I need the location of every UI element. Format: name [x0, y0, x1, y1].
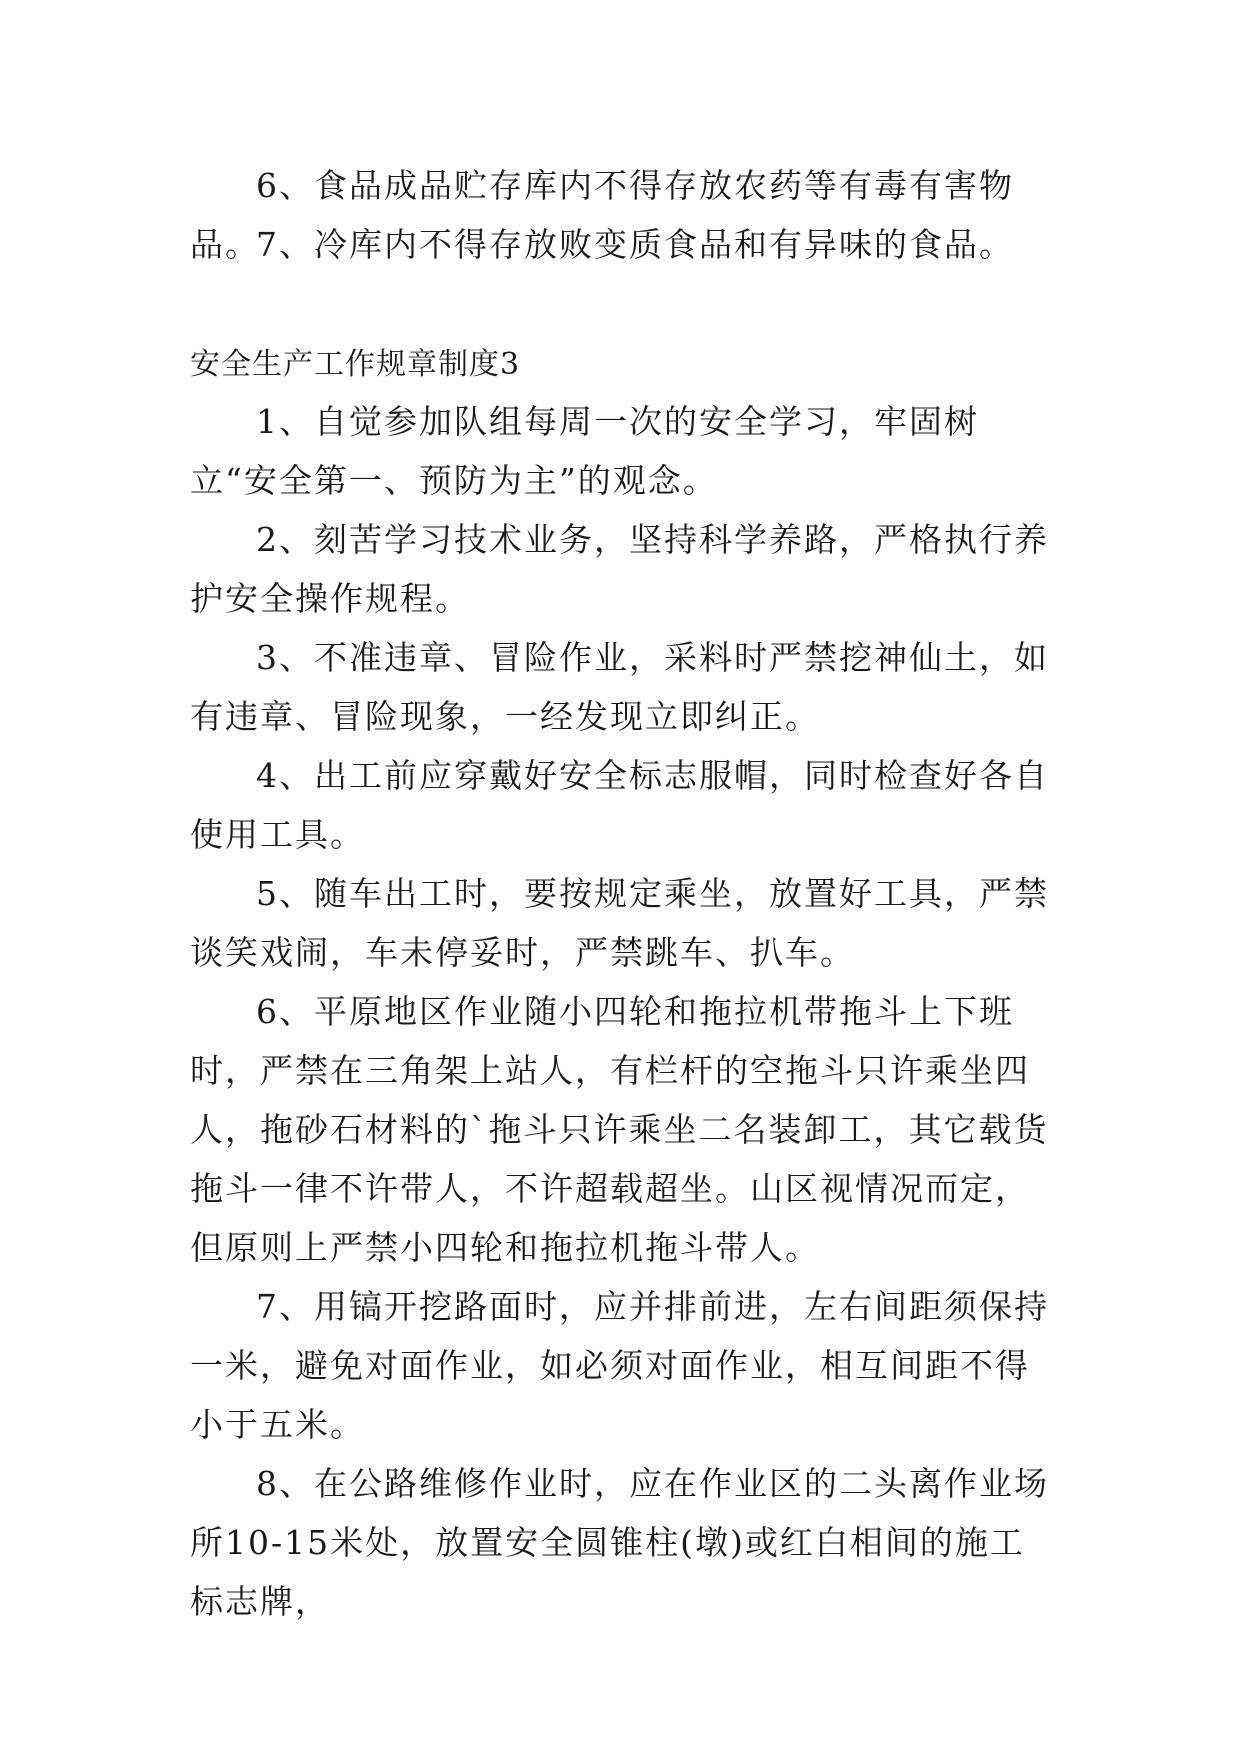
section-item-4: 4、出工前应穿戴好安全标志服帽，同时检查好各自使用工具。 — [190, 756, 1049, 854]
section-item-5: 5、随车出工时，要按规定乘坐，放置好工具，严禁谈笑戏闹，车未停妥时，严禁跳车、扒车。 — [190, 874, 1049, 972]
top-item-6: 6、食品成品贮存库内不得存放农药等有毒有害物品。 — [190, 166, 1014, 264]
section-title: 安全生产工作规章制度3 — [190, 347, 521, 382]
section-item-8: 8、在公路维修作业时，应在作业区的二头离作业场所10-15米处，放置安全圆锥柱(墩)或红白相间的施工标志牌， — [190, 1464, 1049, 1621]
section-item-1: 1、自觉参加队组每周一次的安全学习，牢固树立“安全第一、预防为主”的观念。 — [190, 402, 979, 500]
section-item-6: 6、平原地区作业随小四轮和拖拉机带拖斗上下班时，严禁在三角架上站人，有栏杆的空拖斗只许乘坐四人，拖砂石材料的`拖斗只许乘坐二名装卸工，其它载货拖斗一律不许带人，不许超载超坐。山区视情况而定，但原则上严禁小四轮和拖拉机拖斗带人。 — [190, 992, 1049, 1267]
section-item-3: 3、不准违章、冒险作业，采料时严禁挖神仙土，如有违章、冒险现象，一经发现立即纠正。 — [190, 638, 1049, 736]
top-item-7: 7、冷库内不得存放败变质食品和有异味的食品。 — [256, 225, 1014, 264]
section-item-2: 2、刻苦学习技术业务，坚持科学养路，严格执行养护安全操作规程。 — [190, 520, 1049, 618]
section-item-7: 7、用镐开挖路面时，应并排前进，左右间距须保持一米，避免对面作业，如必须对面作业，相互间距不得小于五米。 — [190, 1287, 1049, 1444]
